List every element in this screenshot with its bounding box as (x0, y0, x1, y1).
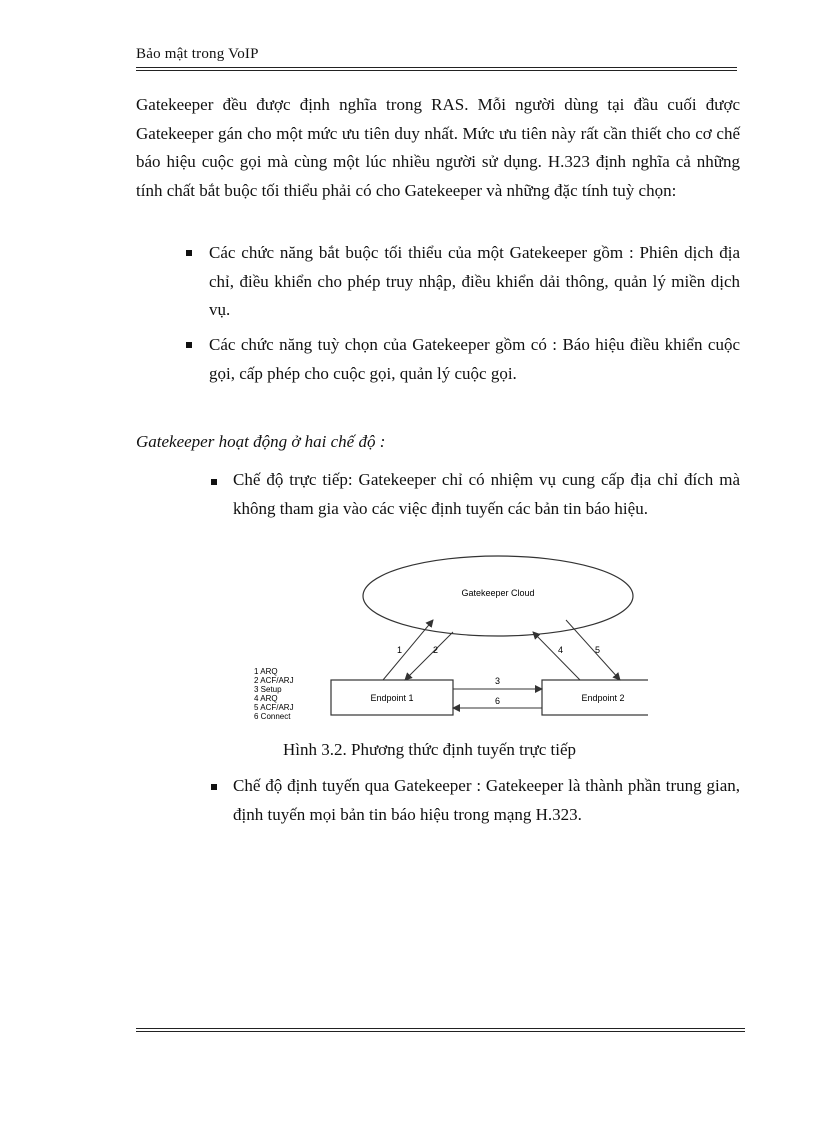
legend-item: 3 Setup (254, 685, 282, 694)
legend-item: 2 ACF/ARJ (254, 676, 294, 685)
cloud-label: Gatekeeper Cloud (461, 588, 535, 598)
header-title: Bảo mật trong VoIP (136, 46, 259, 62)
arrow-number: 1 (397, 645, 403, 655)
header-rule-second (136, 70, 737, 71)
endpoint-1-label: Endpoint 1 (370, 693, 414, 703)
bullet-icon (211, 784, 217, 790)
arrow-number: 5 (595, 645, 601, 655)
mandatory-functions-item: Các chức năng bắt buộc tối thiểu của một Gatekeeper gồm : Phiên dịch địa chỉ, điều khiển cho phép truy nhập, điều khiển dải thông, quản lý miền dịch vụ. (209, 243, 740, 319)
modes-heading: Gatekeeper hoạt động ở hai chế độ : (136, 432, 386, 451)
arrow-5 (566, 620, 620, 680)
arrow-number: 6 (495, 696, 501, 706)
diagram-legend (254, 667, 294, 721)
optional-functions-item: Các chức năng tuỳ chọn của Gatekeeper gồm có : Báo hiệu điều khiển cuộc gọi, cấp phép cho cuộc gọi, quản lý cuộc gọi. (209, 335, 740, 383)
footer-rule-second (136, 1031, 745, 1032)
arrow-number: 4 (558, 645, 564, 655)
bullet-icon (186, 250, 192, 256)
figure-caption: Hình 3.2. Phương thức định tuyến trực tiếp (283, 740, 577, 759)
bullet-icon (211, 479, 217, 485)
arrow-1 (383, 620, 433, 680)
arrow-number: 2 (433, 645, 439, 655)
gatekeeper-routed-mode-item: Chế độ định tuyến qua Gatekeeper : Gatekeeper là thành phần trung gian, định tuyến mọi bản tin báo hiệu trong mạng H.323. (233, 776, 740, 824)
legend-item: 6 Connect (254, 712, 291, 721)
bullet-icon (186, 342, 192, 348)
legend-item: 4 ARQ (254, 694, 278, 703)
legend-item: 1 ARQ (254, 667, 278, 676)
direct-mode-item: Chế độ trực tiếp: Gatekeeper chỉ có nhiệm vụ cung cấp địa chỉ đích mà không tham gia vào các việc định tuyến các bản tin báo hiệu. (233, 470, 740, 518)
legend-item: 5 ACF/ARJ (254, 703, 294, 712)
header-rule (136, 67, 737, 68)
arrow-4 (533, 632, 580, 680)
arrow-number: 3 (495, 676, 501, 686)
footer-rule (136, 1028, 745, 1029)
endpoint-2-label: Endpoint 2 (581, 693, 625, 703)
routing-diagram (248, 552, 648, 736)
intro-paragraph: Gatekeeper đều được định nghĩa trong RAS. Mỗi người dùng tại đầu cuối được Gatekeeper gán cho một mức ưu tiên duy nhất. Mức ưu tiên này rất cần thiết cho cơ chế báo hiệu cuộc gọi mà cùng một lúc nhiều người sử dụng. H.323 định nghĩa cả những tính chất bắt buộc tối thiểu phải có cho Gatekeeper và những đặc tính tuỳ chọn: (136, 95, 740, 200)
arrow-2 (405, 632, 453, 680)
